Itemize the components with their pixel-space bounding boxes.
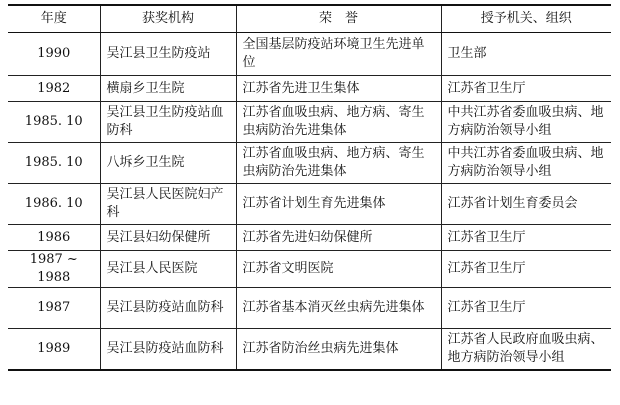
header-row	[8, 5, 611, 33]
cell-grantor: 江苏省卫生厅	[441, 76, 611, 102]
header-grantor: 授予机关、组织	[441, 5, 611, 33]
table-row	[8, 225, 611, 251]
table-row	[8, 251, 611, 288]
cell-grantor: 江苏省计划生育委员会	[441, 184, 611, 225]
cell-org: 吴江县防疫站血防科	[100, 329, 236, 371]
cell-honor: 江苏省计划生育先进集体	[236, 184, 441, 225]
cell-honor: 江苏省血吸虫病、地方病、寄生虫病防治先进集体	[236, 143, 441, 184]
cell-year: 1989	[8, 329, 100, 371]
cell-org: 吴江县人民医院妇产科	[100, 184, 236, 225]
cell-org: 吴江县妇幼保健所	[100, 225, 236, 251]
cell-grantor: 中共江苏省委血吸虫病、地方病防治领导小组	[441, 143, 611, 184]
cell-honor: 江苏省先进妇幼保健所	[236, 225, 441, 251]
cell-year: 1987 ~ 1988	[8, 251, 100, 288]
table-row	[8, 184, 611, 225]
cell-honor: 江苏省基本消灭丝虫病先进集体	[236, 288, 441, 329]
cell-year: 1982	[8, 76, 100, 102]
table-row	[8, 33, 611, 76]
cell-grantor: 江苏省卫生厅	[441, 288, 611, 329]
table-row	[8, 329, 611, 371]
cell-grantor: 江苏省卫生厅	[441, 251, 611, 288]
cell-year: 1987	[8, 288, 100, 329]
cell-honor: 江苏省先进卫生集体	[236, 76, 441, 102]
table-row	[8, 76, 611, 102]
table-row	[8, 288, 611, 329]
table-header	[8, 5, 611, 33]
cell-honor: 江苏省防治丝虫病先进集体	[236, 329, 441, 371]
header-honor: 荣 誉	[236, 5, 441, 33]
cell-year: 1986	[8, 225, 100, 251]
cell-grantor: 卫生部	[441, 33, 611, 76]
table-row	[8, 102, 611, 143]
cell-honor: 江苏省血吸虫病、地方病、寄生虫病防治先进集体	[236, 102, 441, 143]
cell-year: 1985. 10	[8, 102, 100, 143]
cell-org: 吴江县卫生防疫站血防科	[100, 102, 236, 143]
awards-table	[8, 4, 611, 371]
cell-honor: 全国基层防疫站环境卫生先进单位	[236, 33, 441, 76]
table-body	[8, 33, 611, 371]
cell-org: 横扇乡卫生院	[100, 76, 236, 102]
cell-org: 吴江县人民医院	[100, 251, 236, 288]
cell-org: 八坼乡卫生院	[100, 143, 236, 184]
table-row	[8, 143, 611, 184]
header-org: 获奖机构	[100, 5, 236, 33]
cell-year: 1986. 10	[8, 184, 100, 225]
cell-org: 吴江县卫生防疫站	[100, 33, 236, 76]
cell-grantor: 中共江苏省委血吸虫病、地方病防治领导小组	[441, 102, 611, 143]
cell-grantor: 江苏省人民政府血吸虫病、地方病防治领导小组	[441, 329, 611, 371]
cell-honor: 江苏省文明医院	[236, 251, 441, 288]
cell-org: 吴江县防疫站血防科	[100, 288, 236, 329]
cell-year: 1985. 10	[8, 143, 100, 184]
header-year: 年度	[8, 5, 100, 33]
cell-grantor: 江苏省卫生厅	[441, 225, 611, 251]
cell-year: 1990	[8, 33, 100, 76]
